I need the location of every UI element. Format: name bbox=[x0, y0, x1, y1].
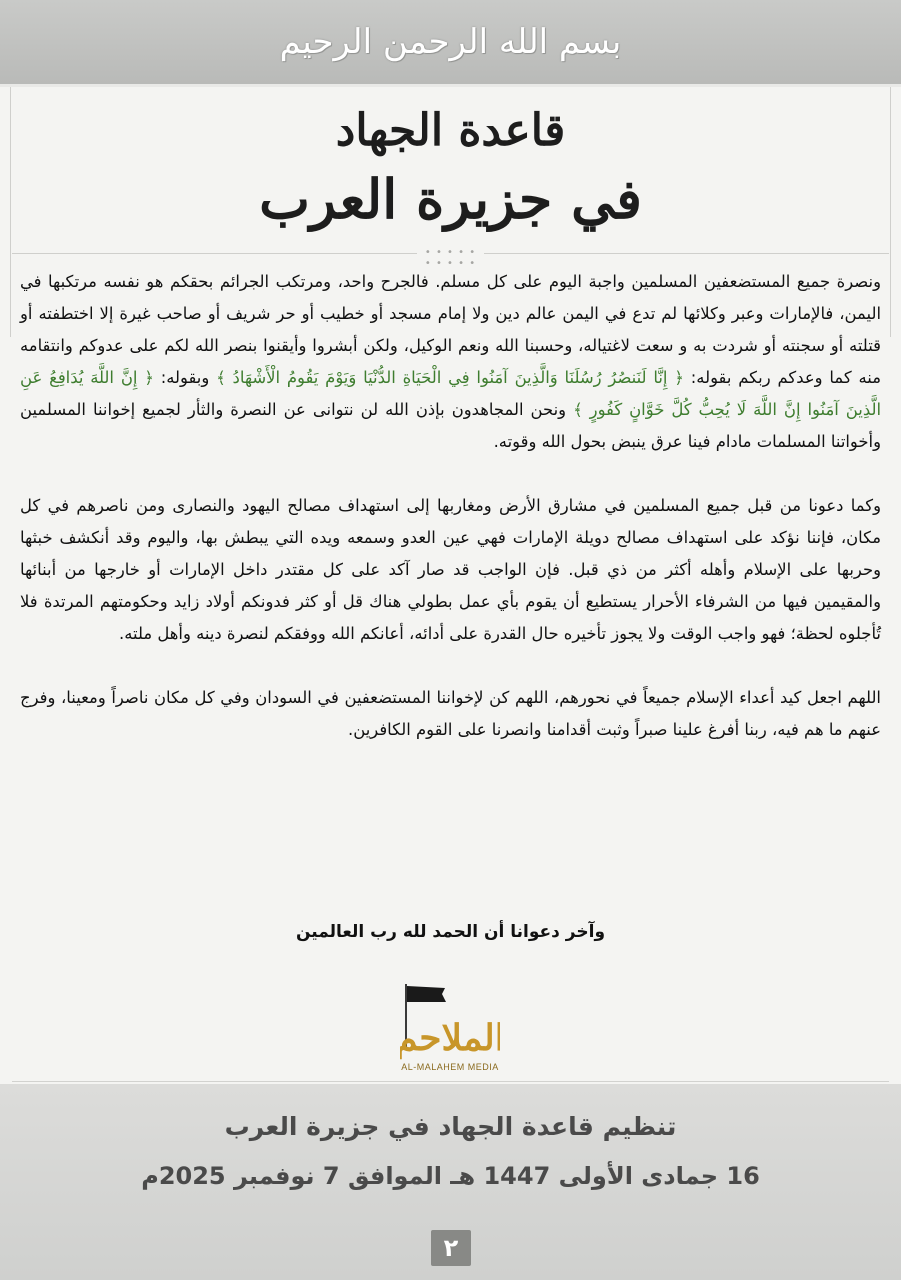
quran-verse-2: ﴿ إِنَّ اللَّهَ يُدَافِعُ عَنِ الَّذِينَ آمَنُوا إِنَّ اللَّهَ لَا يُحِبُّ كُلَّ خَوَّانٍ كَفُورٍ ﴾ bbox=[20, 368, 881, 419]
page-number: ٢ bbox=[431, 1230, 471, 1266]
p1-line-7: لجميع إخواننا المسلمين وأخواتنا المسلمات مادام فينا عرق ينبض بحول الله وقوته. bbox=[20, 400, 881, 451]
logo-calligraphy: الملاحم bbox=[400, 1017, 500, 1059]
paragraph-2: وكما دعونا من قبل جميع المسلمين في مشارق الأرض ومغاربها إلى استهداف مصالح اليهود والنصارى ومن ناصرهم في كل مكان، فإننا نؤكد على استهداف مصالح دويلة الإمارات فهي عين العدو وسمعه ويده التي يبطش بها، واليوم وقد أنكشف خبثها وحربها على الإسلام وأهله أكثر من ذي قبل. فإن الواجب قد صار آكد على كل مقتدر داخل الإمارات أو خارجها من أبنائها والمقيمين فيها من الشرفاء الأحرار يستطيع أن يقوم بأي عمل بطولي هناك قل أو كثر فدونكم أولاد زايد وحكومتهم المرتدة فلا تُأجلوه لحظة؛ فهو واجب الوقت ولا يجوز تأخيره حال القدرة على أدائه، أعانكم الله ووفقكم لنصرة دينه وأهل ملته. bbox=[20, 496, 881, 643]
p1-line-6: ونحن المجاهدون بإذن الله لن نتوانى عن النصرة والثأر bbox=[187, 400, 574, 419]
footer-date: 16 جمادى الأولى 1447 هـ الموافق 7 نوفمبر 2025م bbox=[141, 1162, 760, 1190]
footer-organization: تنظيم قاعدة الجهاد في جزيرة العرب bbox=[224, 1112, 677, 1141]
statement-body bbox=[20, 266, 881, 778]
dots-divider: • • • • • • • • • • bbox=[12, 249, 889, 259]
p1-line-5a: كما وعدكم ربكم بقوله: bbox=[683, 368, 852, 387]
paragraph-3: اللهم اجعل كيد أعداء الإسلام جميعاً في نحورهم، اللهم كن لإخواننا المستضعفين في السودان وفي كل مكان ناصراً ومعينا، وفرج عنهم ما هم فيه، ربنا أفرغ علينا صبراً وثبت أقدامنا وانصرنا على القوم الكافرين. bbox=[20, 688, 881, 739]
p1-line-3: مسجد أو خطيب أو حر شريف أو صاحب غيرة إلا اختطفته أو قتلته أو سجنته أو شردت به و سعت bbox=[20, 304, 882, 355]
top-banner bbox=[0, 0, 901, 87]
quran-verse-1: ﴿ إِنَّا لَنَنصُرُ رُسُلَنَا وَالَّذِينَ آمَنُوا فِي الْحَيَاةِ الدُّنْيَا وَيَوْمَ يَقُومُ الْأَشْهَادُ ﴾ bbox=[216, 368, 684, 387]
header-title-area bbox=[0, 87, 901, 247]
p1-line-5b: وبقوله: bbox=[153, 368, 217, 387]
p1-line-2: بحقكم هو نفسه مرتكبها في اليمن، فالإمارات وعبر وكلائها لم تدع في اليمن عالم دين ولا إمام bbox=[20, 272, 881, 323]
paragraph-1 bbox=[20, 266, 881, 458]
closing-line: وآخر دعوانا أن الحمد لله رب العالمين bbox=[295, 922, 606, 942]
logo-caption: AL-MALAHEM MEDIA bbox=[401, 1062, 499, 1072]
footer-separator bbox=[12, 1081, 889, 1082]
p1-line-4: لاغتياله، وحسبنا الله ونعم الوكيل، ولكن أبشروا وأيقنوا بنصر الله لكم على عدوكم وانتقامه منه bbox=[20, 336, 881, 387]
title-line-1: قاعدة الجهاد bbox=[335, 105, 566, 156]
p1-line-1: ونصرة جميع المستضعفين المسلمين واجبة اليوم على كل مسلم. فالجرح واحد، ومرتكب الجرائم bbox=[219, 272, 881, 291]
title-line-2: في جزيرة العرب bbox=[259, 167, 642, 231]
footer bbox=[0, 1084, 901, 1280]
basmala: بسم الله الرحمن الرحيم bbox=[279, 22, 622, 62]
